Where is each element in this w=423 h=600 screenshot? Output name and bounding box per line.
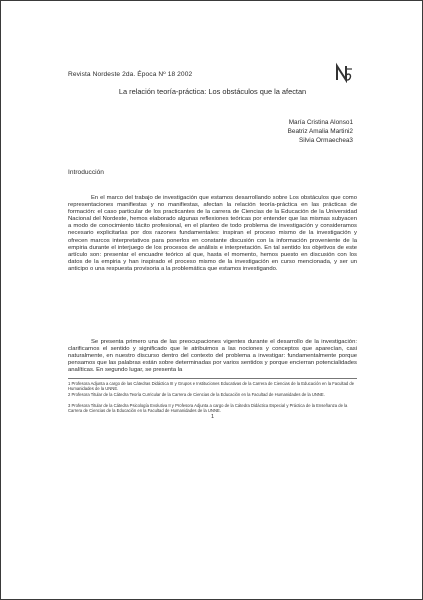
footnote: 2 Profesora Titular de la Cátedra Teoría Curricular de la Carrera de Ciencias de la Educación en la Facultad de Humanidades de la UNNE. (68, 392, 325, 397)
journal-logo (334, 61, 354, 83)
author-list (288, 118, 353, 145)
footnote: 1 Profesora Adjunta a cargo de las Cátedras Didáctica III y Grupos e Instituciones Educativas de la Carrera de Ciencias de la Educación en la Facultad de Humanidades de la UNNE. (68, 381, 355, 391)
footnote: 3 Profesora Titular de la Cátedra Psicología Evolutiva II y Profesora Adjunta a cargo de la Cátedra Didáctica Especial y Práctica de la Enseñanza de la Carrera de Ciencias de la Educación en la Facultad de Humanidades de la UNNE. (68, 403, 348, 413)
footnote-divider (68, 378, 357, 379)
section-heading: Introducción (68, 169, 104, 176)
paper-title: La relación teoría-práctica: Los obstáculos que la afectan (118, 87, 307, 96)
author-name: Silvia Ormaechea3 (299, 137, 353, 144)
author-name: Beatriz Amalia Martini2 (287, 128, 353, 135)
author-name: María Cristina Alonso1 (288, 119, 353, 126)
journal-line: Revista Nordeste 2da. Época Nº 18 2002 (68, 71, 193, 78)
page-number: 1 (210, 414, 215, 420)
body-paragraph: En el marco del trabajo de investigación que estamos desarrollando sobre Los obstáculos que como representaciones manifiestas y no manifiestas, afectan la relación teoría-práctica en las prácticas de formación: el caso particular de los practicantes de la carrera de Ciencias de la Educación de la Universidad Nacional del Nordeste, hemos elaborado algunas reflexiones teóricas por entender que las mismas subyacen a modo de conocimiento tácito profesional, en el planteo de todo problema de investigación y consideramos necesario explicitarlas por dos razones fundamentales: inspiran el proceso mismo de la investigación y ofrecen marcos interpretativos para ponerlos en constante discusión con la información proveniente de la empiria durante el interjuego de los procesos de análisis e interpretación. En tal sentido los objetivos de este artículo son: presentar el encuadre teórico al que, hasta el momento, hemos puesto en discusión con los datos de la empiria y han inspirado el proceso mismo de la investigación en curso mencionada, y ser un anticipo o una respuesta provisoria a la problemática que estamos investigando. (68, 195, 357, 272)
body-paragraph: Se presenta primero una de las preocupaciones vigentes durante el desarrollo de la investigación: clarificarnos el sentido y significado que le atribuimos a las nociones y conceptos que aparecían, casi naturalmente, en nuestro discurso dentro del contexto del problema a investigar: fundamentalmente porque pensamos que las palabras están sobre determinadas por varios sentidos y porque encierran potencialidades analíticas. En segundo lugar, se presenta la (68, 339, 357, 374)
